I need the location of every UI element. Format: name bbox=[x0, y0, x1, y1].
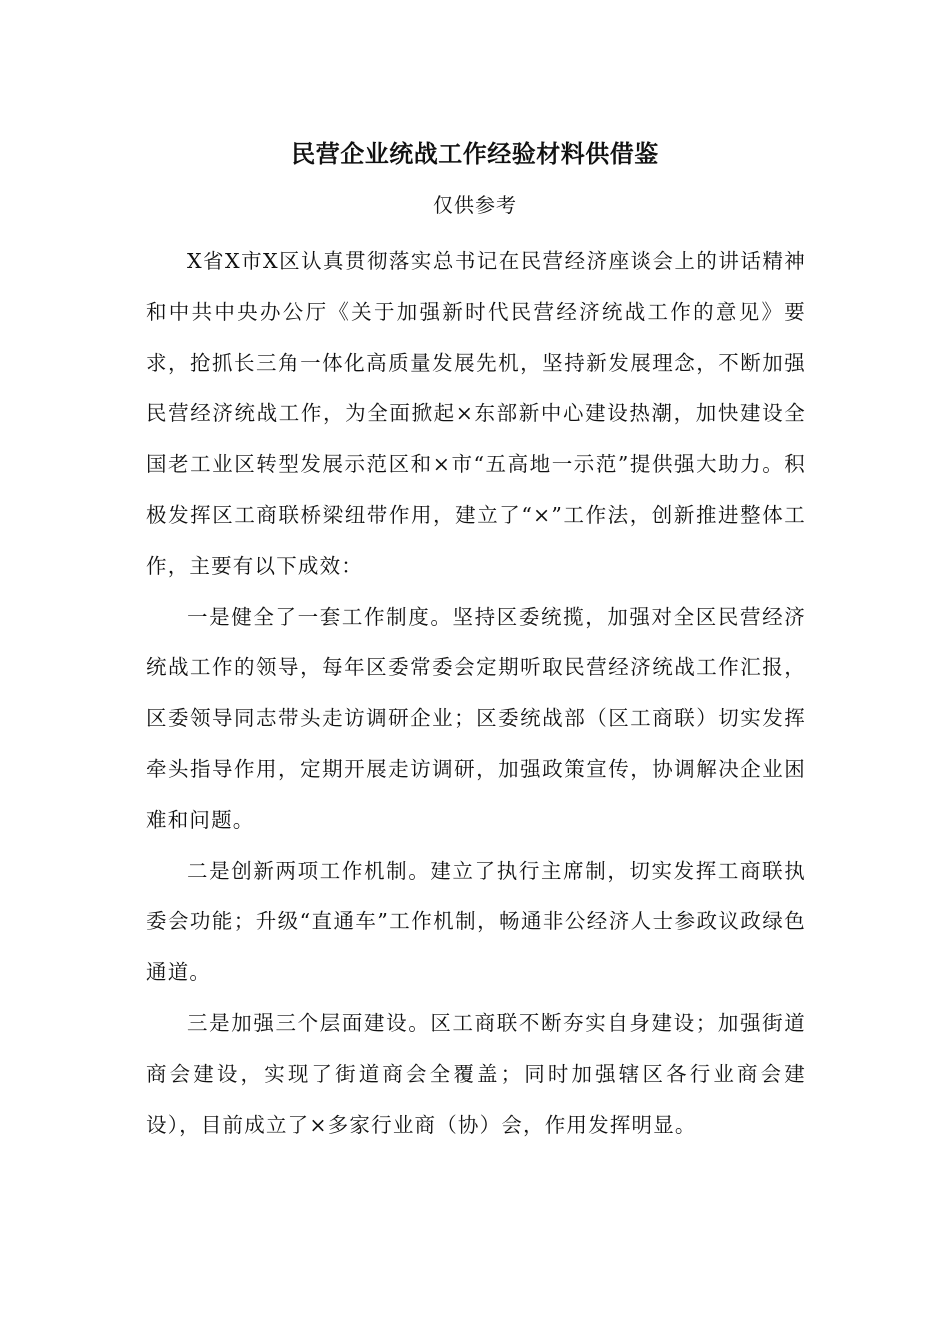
document-title: 民营企业统战工作经验材料供借鉴 bbox=[291, 139, 659, 168]
paragraph-point-two: 二是创新两项工作机制。建立了执行主席制，切实发挥工商联执委会功能；升级“直通车”工作机制，畅通非公经济人士参政议政绿色通道。 bbox=[146, 858, 806, 985]
paragraph-point-three: 三是加强三个层面建设。区工商联不断夯实自身建设；加强街道商会建设，实现了街道商会全覆盖；同时加强辖区各行业商会建设），目前成立了×多家行业商（协）会，作用发挥明显。 bbox=[146, 1010, 806, 1137]
paragraph-intro: X省X市X区认真贯彻落实总书记在民营经济座谈会上的讲话精神和中共中央办公厅《关于加强新时代民营经济统战工作的意见》要求，抢抓长三角一体化高质量发展先机，坚持新发展理念，不断加强民营经济统战工作，为全面掀起×东部新中心建设热潮，加快建设全国老工业区转型发展示范区和×市“五高地一示范”提供强大助力。积极发挥区工商联桥梁纽带作用，建立了“×”工作法，创新推进整体工作，主要有以下成效： bbox=[146, 249, 806, 578]
paragraph-point-one: 一是健全了一套工作制度。坚持区委统揽，加强对全区民营经济统战工作的领导，每年区委常委会定期听取民营经济统战工作汇报，区委领导同志带头走访调研企业；区委统战部（区工商联）切实发挥牵头指导作用，定期开展走访调研，加强政策宣传，协调解决企业困难和问题。 bbox=[146, 604, 806, 832]
document-body bbox=[146, 236, 806, 1150]
document-subtitle: 仅供参考 bbox=[433, 193, 517, 217]
